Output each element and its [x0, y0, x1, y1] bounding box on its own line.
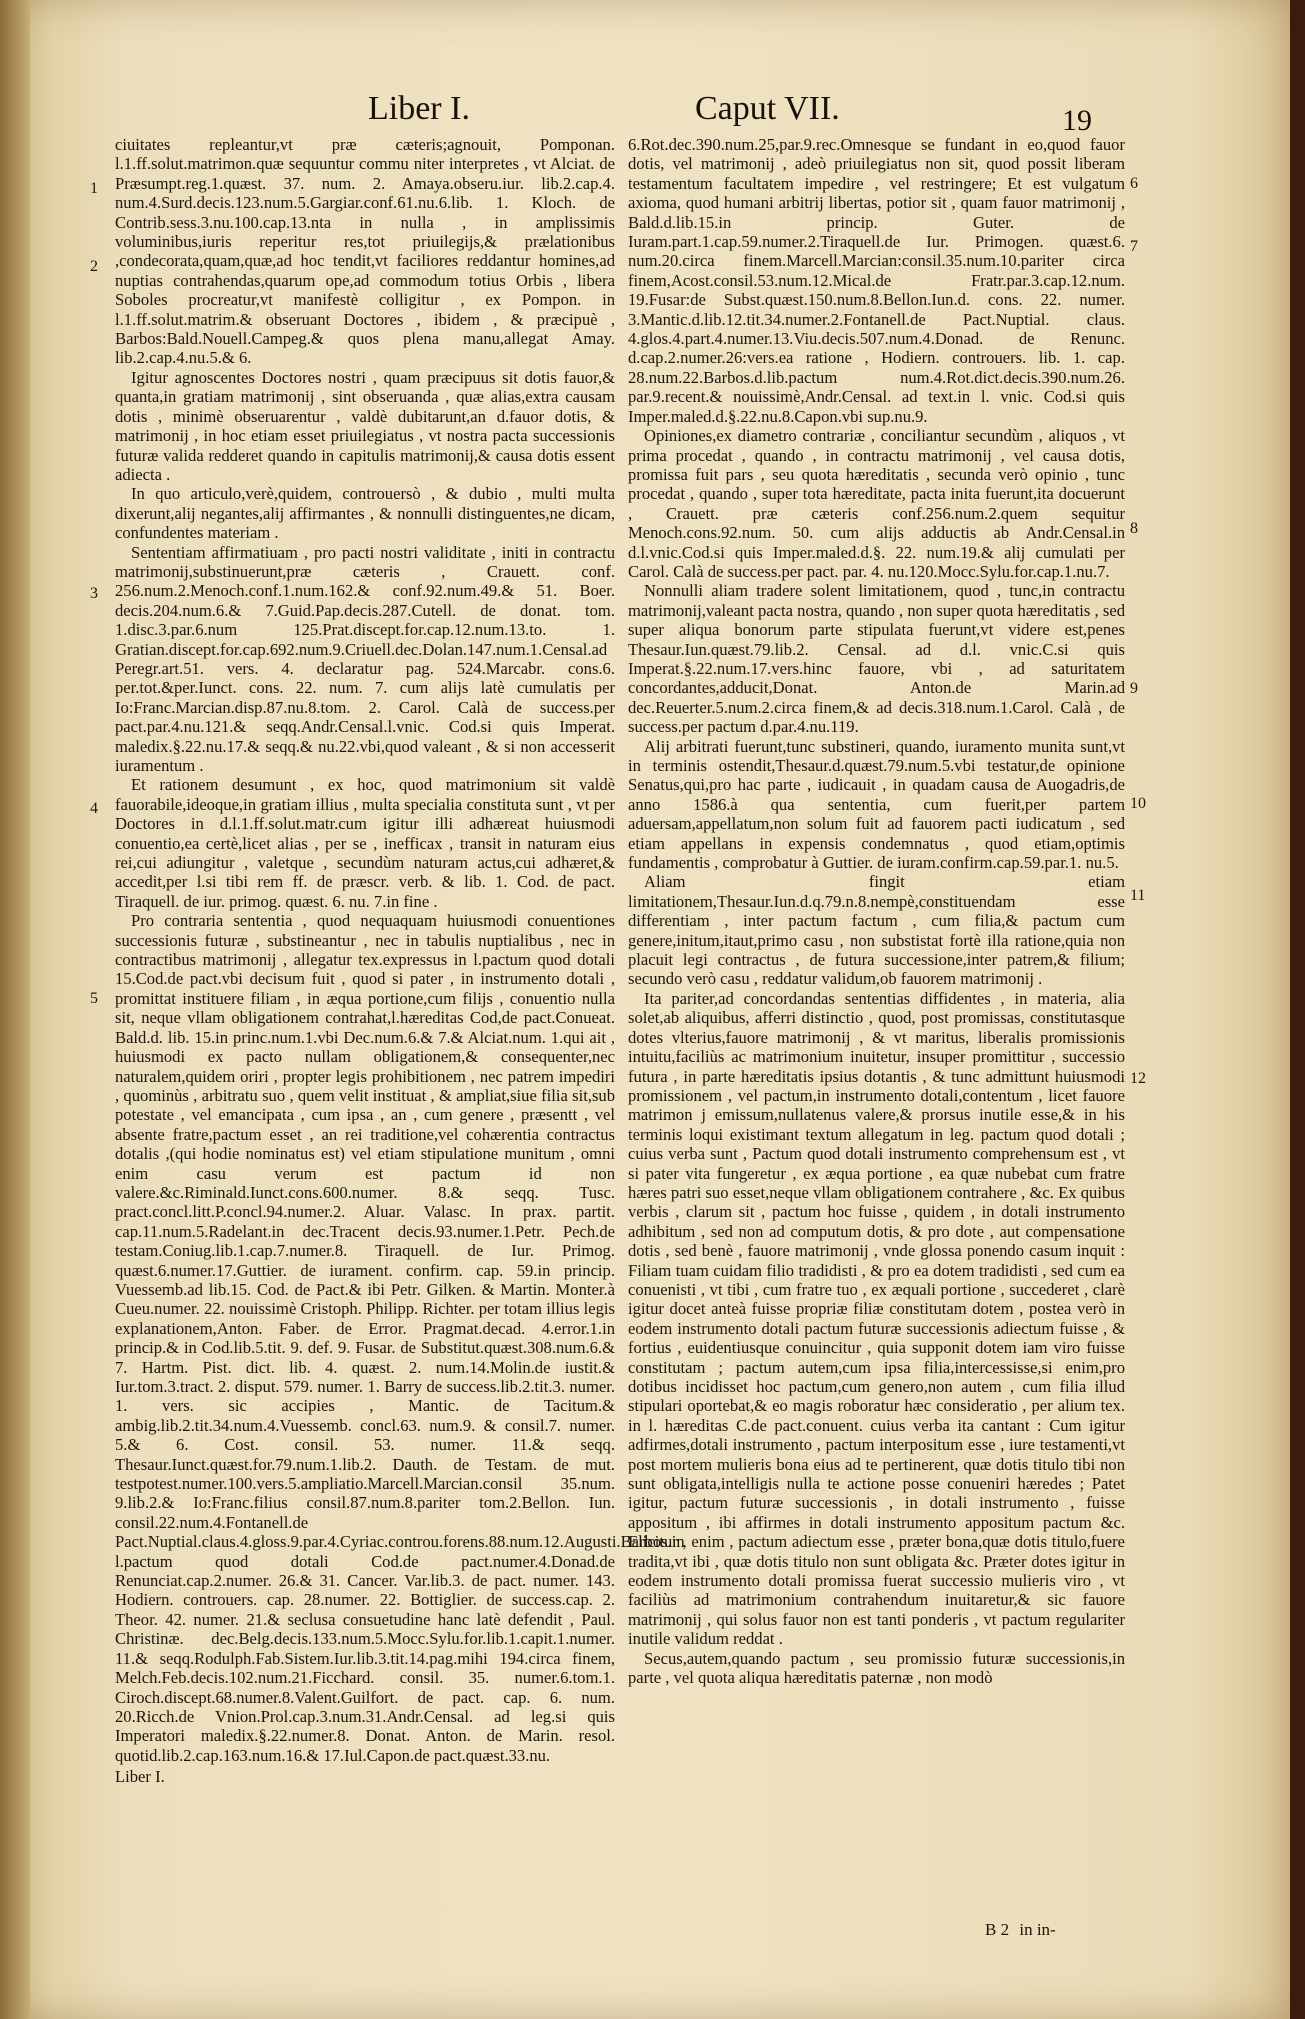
margin-number: 4: [90, 800, 98, 817]
paragraph: Pro contraria sententia , quod nequaquam huiusmodi conuentiones successionis futuræ , substineantur , nec in tabulis nuptialibus , nec in contractibus matrimonij , allegatur tex.expressus in l.pactum quod dotali 15.Cod.de pact.vbi decisum fuit , quod si pater , in instrumento dotali , promittat instituere filiam , in æqua portione,cum filijs , conuentio nulla sit, neque vllam obligationem contrahat,l.hæreditas Cod,de pact.Conueat. Bald.d. lib. 15.in princ.num.1.vbi Dec.num.6.& 7.& Alciat.num. 1.qui ait , huiusmodi ex pacto nullam obligationem,& consequenter,nec naturalem,quidem oriri , propter legis prohibitionem , nec patrem impediri , quominùs , arbitratu suo , quem velit instituat , & ampliat,siue filia sit,sub potestate , vel emancipata , cum ipsa , an , cum genere , præsentt , vel absente fratre,pactum esset , an rei traditione,vel cohærentia contractus dotalis ,(qui hodie nominatus est) vel etiam stipulatione munitum , omni enim casu verum est pactum id non valere.&c.Riminald.Iunct.cons.600.numer. 8.& seqq. Tusc. pract.concl.litt.P.concl.94.numer.2. Aluar. Valasc. In prax. partit. cap.11.num.5.Radelant.in dec.Tracent decis.93.numer.1.Petr. Pech.de testam.Coniug.lib.1.cap.7.numer.8. Tiraquell. de Iur. Primog. quæst.6.numer.17.Guttier. de iurament. confirm. cap. 59.in princip. Vuessemb.ad lib.15. Cod. de Pact.& ibi Petr. Gilken. & Martin. Monter.à Cueu.numer. 22. nouissimè Cristoph. Philipp. Richter. per totam illius legis explanationem,Anton. Faber. de Error. Pragmat.decad. 4.error.1.in princip.& in Cod.lib.5.tit. 9. def. 9. Fusar. de Substitut.quæst.308.num.6.& 7. Hartm. Pist. dict. lib. 4. quæst. 2. num.14.Molin.de iustit.& Iur.tom.3.tract. 2. disput. 579. numer. 1. Barry de success.lib.2.tit.3. numer. 1. vers. sic accipies , Mantic. de Tacitum.& ambig.lib.2.tit.34.num.4.Vuessemb. concl.63. num.9. & consil.7. numer. 5.& 6. Cost. consil. 53. numer. 11.& seqq. Thesaur.Iunct.quæst.for.79.num.1.lib.2. Dauth. de Testam. de mut. testpotest.numer.100.vers.5.ampliatio.Marcell.Marcian.consil 35.num. 9.lib.2.& Io:Franc.filius consil.87.num.8.pariter tom.2.Bellon. Iun. consil.22.num.4.Fontanell.de Pact.Nuptial.claus.4.gloss.9.par.4.Cyriac.controu.forens.88.num.12.Augusti.Barbos.in l.pactum quod dotali Cod.de pact.numer.4.Donad.de Renunciat.cap.2.numer. 26.& 31. Cancer. Var.lib.3. de pact. numer. 143. Hodiern. controuers. cap. 28.numer. 22. Bottiglier. de success.cap. 2. Theor. 42. numer. 21.& seclusa consuetudine hanc latè defendit , Paul. Christinæ. dec.Belg.decis.133.num.5.Mocc.Sylu.for.lib.1.capit.1.numer. 11.& seqq.Rodulph.Fab.Sistem.Iur.lib.3.tit.14.pag.mihi 194.circa finem, Melch.Feb.decis.102.num.21.Ficchard. consil. 35. numer.6.tom.1. Ciroch.discept.68.numer.8.Valent.Guilfort. de pact. cap. 6. num. 20.Ricch.de Vnion.Prol.cap.3.num.31.Andr.Censal. ad leg.si quis Imperatori maledix.§.22.numer.8. Donat. Anton. de Marin. resol. quotid.lib.2.cap.163.num.16.& 17.Iul.Capon.de pact.quæst.33.nu.: [115, 911, 685, 1765]
margin-number: 3: [90, 585, 98, 602]
left-column: [115, 135, 685, 1787]
paragraph: Opiniones,ex diametro contrariæ , conciliantur secundùm , aliquos , vt prima procedat , quando , in contractu matrimonij , vel causa dotis, promissa fuit pars , seu quota hæreditatis , secunda verò opinio , tunc procedat , quando , super tota hæreditate, pacta inita fuerunt,ita docuerunt , Crauett. præ cæteris conf.256.num.2.quem sequitur Menoch.cons.92.num. 50. cum alijs adductis ab Andr.Censal.in d.l.vnic.Cod.si quis Imper.maled.d.§. 22. num.19.& alij cumulati per Carol. Calà de success.per pact. par. 4. nu.120.Mocc.Sylu.for.cap.1.nu.7.: [628, 426, 1125, 581]
page-number: 19: [1062, 104, 1092, 137]
paragraph: Alij arbitrati fuerunt,tunc substineri, quando, iuramento munita sunt,vt in terminis ostendit,Thesaur.d.quæst.79.num.5.vbi testatur,de opinione Senatus,qui,pro hac parte , iudicauit , in quadam causa de Auogadris,de anno 1586.à qua sententia, cum fuerit,per partem aduersam,appellatum,non solum fuit ad fauorem pacti iudicatum , sed etiam appellans in expensis condemnatus , quod etiam,optimis fundamentis , comprobatur à Guttier. de iuram.confirm.cap.59.par.1. nu.5.: [628, 736, 1125, 873]
paragraph: Aliam fingit etiam limitationem,Thesaur.Iun.d.q.79.n.8.nempè,constituendam esse differentiam , inter pactum factum , cum filia,& pactum cum genere,initum,itaut,primo casu , non substistat fortè illa ratione,quia non placuit legi contractus , de futura successione,inter patrem,& filium; secundo verò casu , reddatur validum,ob fauorem matrimonij .: [628, 872, 1125, 989]
catchword: in in-: [1019, 1920, 1056, 1939]
margin-number: 11: [1130, 887, 1146, 904]
column-footer: Liber I.: [115, 1767, 165, 1787]
paragraph: ciuitates repleantur,vt præ cæteris;agnouit, Pomponan. l.1.ff.solut.matrimon.quæ sequuntur commu niter interpretes , vt Alciat. de Præsumpt.reg.1.quæst. 37. num. 2. Amaya.obseru.iur. lib.2.cap.4. num.4.Surd.decis.123.num.5.Gargiar.conf.61.nu.6.lib. 1. Kloch. de Contrib.sess.3.nu.100.cap.13.nta in nulla , in amplissimis voluminibus,iuris reperitur res,tot priuilegijs,& prælationibus ,condecorata,quam,quæ,ad hoc tendit,vt faciliores reddantur homines,ad nuptias contrahendas,quarum ope,ad commodum totius Orbis , libera Soboles procreatur,vt manifestè colligitur , ex Pompon. in l.1.ff.solut.matrim.& obseruant Doctores , ibidem , & præcipuè , Barbos:Bald.Nouell.Campeg.& quos plena manu,allegat Amay. lib.2.cap.4.nu.5.& 6.: [115, 135, 615, 368]
running-head-caput: Caput VII.: [695, 90, 840, 127]
paragraph: 6.Rot.dec.390.num.25,par.9.rec.Omnesque se fundant in eo,quod fauor dotis, vel matrimonij , adeò priuilegiatus non sit, quod possit liberam testamentum facultatem impedire , vel restringere; Et est vulgatum axioma, quod humani arbitrij libertas, potior sit , quam fauor matrimonij , Bald.d.lib.15.in princip. Guter. de Iuram.part.1.cap.59.numer.2.Tiraquell.de Iur. Primogen. quæst.6. num.20.circa finem.Marcell.Marcian:consil.35.num.10.pariter circa finem,Acost.consil.53.num.12.Mical.de Fratr.par.3.cap.12.num. 19.Fusar:de Subst.quæst.150.num.8.Bellon.Iun.d. cons. 22. numer. 3.Mantic.d.lib.12.tit.34.numer.2.Fontanell.de Pact.Nuptial. claus. 4.glos.4.part.4.numer.13.Viu.decis.507.num.4.Donad. de Renunc. d.cap.2.numer.26:vers.ea ratione , Hodiern. controuers. lib. 1. cap. 28.num.22.Barbos.d.lib.pactum num.4.Rot.dict.decis.390.num.26. par.9.recent.& nouissimè,Andr.Censal. ad text.in l. vnic. Cod.si quis Imper.maled.d.§.22.nu.8.Capon.vbi sup.nu.9.: [628, 135, 1125, 426]
margin-number: 5: [90, 990, 98, 1007]
margin-number: 10: [1130, 795, 1146, 812]
paragraph: Ita pariter,ad concordandas sententias diffidentes , in materia, alia solet,ab aliquibus, afferri distinctio , quod, post promissas, constitutasque dotes vlterius,fauore matrimonij , & vt maritus, liberalis promissionis intuitu,faciliùs ac matrimonium inuitetur, insuper promittitur , successio futura , in parte hæreditatis ipsius dotantis , & tunc admittunt huiusmodi promissionem , vel pactum,in instrumento dotali,contentum , licet fauore matrimon j emissum,nullatenus valere,& prorsus inutile esse,& in his terminis loqui existimant textum allegatum in leg. pactum quod dotali ; cuius verba sunt , Pactum quod dotali instrumento comprehensum est , vt si pater vita fungeretur , ex æqua portione , ea quæ nubebat cum fratre hæres patri suo esset,neque vllam obligationem contrahere , &c. Ex quibus verbis , clarum sit , pactum hoc fuisse , quidem , in dotali instrumento adhibitum , sed non ad computum dotis, & pro dote , aut compensatione dotis , sed benè , fauore matrimonij , vnde glossa ponendo casum inquit : Filiam tuam cuidam filio tradidisti , & pro ea dotem tradidisti , sed cum ea conuenisti , vt tibi , cum fratre tuo , ex æquali portione , succederet , clarè igitur docet anteà fuisse propriæ filiæ constitutam dotem , postea verò in eodem instrumento dotali pactum futuræ successionis adiectum fuisse , & fortius , euidentiusque conuincitur , quia supponit dotem iam viro fuisse constitutam ; pactum autem,cum ipsa filia,intercessisse,si enim,pro dotibus incidisset hoc pactum,cum genero,non autem , cum filia illud stipulari oportebat,& eo magis roboratur hæc consideratio , per alium tex. in l. hæreditas C.de pact.conuent. cuius verba ita cantant : Cum igitur adfirmes,dotali instrumento , pactum interpositum esse , iure testamenti,vt post mortem mulieris bona eius ad te pertinerent, quæ dotis titulo tibi non sunt obligata,intelligis nulla te actione posse conueniri hæredes ; Patet igitur, pactum futuræ successionis , in dotali instrumento , fuisse appositum , ibi affirmes in dotali instrumento appositum pactum &c. Elicitur , enim , pactum adiectum esse , præter bona,quæ dotis titulo,fuere tradita,vt ibi , quæ dotis titulo non sunt obligata &c. Præter dotes igitur in eodem instrumento dotali promissa fuerat successio mulieris viro , vt faciliùs ad matrimonium contrahendum inuitaretur,& sic fauore matrimonij , qui solus fauor non est tanti ponderis , vt pactum regulariter inutile validum reddat .: [628, 988, 1125, 1649]
margin-number: 7: [1130, 238, 1138, 255]
running-head-liber: Liber I.: [368, 90, 470, 127]
paragraph: Secus,autem,quando pactum , seu promissio futuræ successionis,in parte , vel quota aliqua hæreditatis paternæ , non modò: [628, 1648, 1125, 1688]
page-gutter: [0, 0, 30, 2019]
margin-number: 8: [1130, 520, 1138, 537]
signature-mark: B 2: [985, 1920, 1010, 1939]
margin-number: 12: [1130, 1070, 1146, 1087]
paragraph: Et rationem desumunt , ex hoc, quod matrimonium sit valdè fauorabile,ideoque,in gratiam illius , multa specialia constituta sunt , vt per Doctores in d.l.1.ff.solut.matr.cum igitur illi adhæreat huiusmodi conuentio,ea certè,licet alias , per se , inefficax , transit in naturam eius rei,cui adiungitur , valetque , secundùm naturam actus,cui adhæret,& accedit,per l.si tibi rem ff. de præscr. verb. & lib. 1. Cod. de pact. Tiraquell. de iur. primog. quæst. 6. nu. 7.in fine .: [115, 775, 615, 911]
paragraph: In quo articulo,verè,quidem, controuersò , & dubio , multi multa dixerunt,alij negantes,alij affirmantes , & nonnulli distinguentes,ne dicam, confundentes materiam .: [115, 484, 615, 543]
paragraph: Igitur agnoscentes Doctores nostri , quam præcipuus sit dotis fauor,& quanta,in gratiam matrimonij , sint obseruanda , quæ alias,extra causam dotis , minimè obseruarentur , valdè dubitarunt,an d.fauor dotis, & matrimonij , in hoc etiam esset priuilegiatus , vt nostra pacta successionis futuræ valida redderet quando in capitulis matrimonij,& causa dotis essent adiecta .: [115, 367, 615, 484]
margin-number: 9: [1130, 680, 1138, 697]
right-column: [628, 135, 1125, 1688]
paragraph: Sententiam affirmatiuam , pro pacti nostri validitate , initi in contractu matrimonij,substinuerunt,præ cæteris , Crauett. conf. 256.num.2.Menoch.conf.1.num.162.& conf.92.num.49.& 51. Boer. decis.204.num.6.& 7.Guid.Pap.decis.287.Cutell. de donat. tom. 1.disc.3.par.6.num 125.Prat.discept.for.cap.12.num.13.to. 1. Gratian.discept.for.cap.692.num.9.Criuell.dec.Dolan.147.num.1.Censal.ad Peregr.art.51. vers. 4. declaratur pag. 524.Marcabr. cons.6. per.tot.&per.Iunct. cons. 22. num. 7. cum alijs latè cumulatis per Io:Franc.Marcian.disp.87.nu.8.tom. 2. Carol. Calà de success.per pact.par.4.nu.121.& seqq.Andr.Censal.l.vnic. Cod.si quis Imperat. maledix.§.22.nu.17.& seqq.& nu.22.vbi,quod valeant , & si non accesserit iuramentum .: [115, 542, 615, 775]
margin-number: 6: [1130, 175, 1138, 192]
paragraph: Nonnulli aliam tradere solent limitationem, quod , tunc,in contractu matrimonij,valeant pacta nostra, quando , non super quota hæreditatis , sed super aliqua bonorum parte stipulata fuerunt,vt videre est,penes Thesaur.Iun.quæst.79.lib.2. Censal. ad d.l. vnic.C.si quis Imperat.§.22.num.17.vers.hinc fauore, vbi , ad saturitatem concordantes,adducit,Donat. Anton.de Marin.ad dec.Reuerter.5.num.2.circa finem,& ad decis.318.num.1.Carol. Calà , de success.per pactum d.par.4.nu.119.: [628, 581, 1125, 737]
signature-catchword: [905, 1920, 1062, 1940]
margin-number: 1: [90, 180, 98, 197]
margin-number: 2: [90, 258, 98, 275]
